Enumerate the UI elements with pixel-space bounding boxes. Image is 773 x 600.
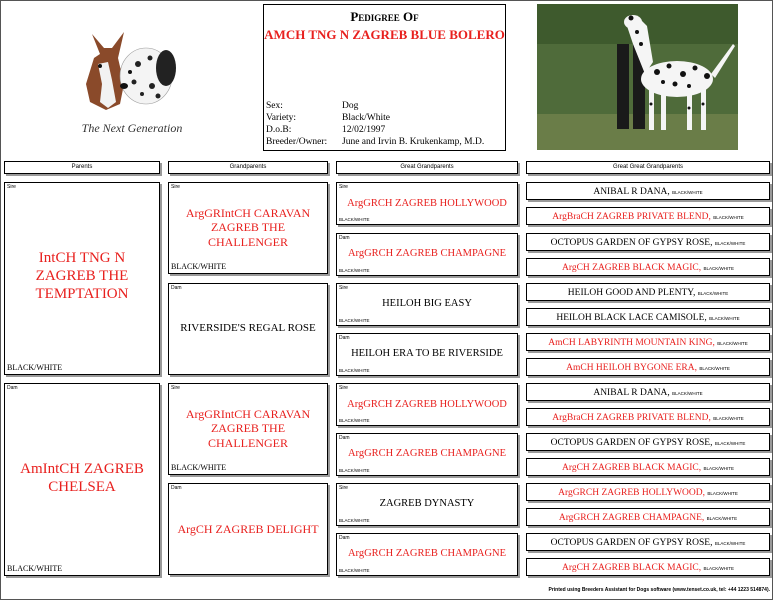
column-header-parents: Parents bbox=[4, 161, 160, 174]
dam-tag: Dam bbox=[7, 385, 18, 391]
fact-value: June and Irvin B. Krukenkamp, M.D. bbox=[342, 137, 485, 147]
dog-name: OCTOPUS GARDEN OF GYPSY ROSE bbox=[550, 538, 711, 548]
dog-name: ArgGRCH ZAGREB CHAMPAGNE bbox=[347, 448, 507, 459]
sire-tag: Sire bbox=[7, 184, 16, 190]
ggg-entry: OCTOPUS GARDEN OF GYPSY ROSE, BLACK/WHITE bbox=[526, 433, 770, 451]
great-grandparent-dam bbox=[336, 233, 518, 276]
sire-tag: Sire bbox=[339, 385, 348, 391]
dog-name: ArgGRCH ZAGREB CHAMPAGNE bbox=[347, 548, 507, 559]
dog-color: BLACK/WHITE bbox=[706, 516, 738, 521]
dam-tag: Dam bbox=[339, 235, 350, 241]
ggg-entry: ArgGRCH ZAGREB CHAMPAGNE, BLACK/WHITE bbox=[526, 508, 770, 526]
dog-color: BLACK/WHITE bbox=[339, 468, 370, 473]
parent-sire bbox=[4, 182, 160, 375]
logo-text: The Next Generation bbox=[81, 121, 183, 135]
ggg-entry: AmCH LABYRINTH MOUNTAIN KING, BLACK/WHITE bbox=[526, 333, 770, 351]
dog-name: OCTOPUS GARDEN OF GYPSY ROSE bbox=[550, 438, 711, 448]
dog-color: BLACK/WHITE bbox=[672, 391, 703, 396]
ggg-entry: AmCH HEILOH BYGONE ERA, BLACK/WHITE bbox=[526, 358, 770, 376]
dam-tag: Dam bbox=[339, 335, 350, 341]
dog-color: BLACK/WHITE bbox=[699, 366, 730, 371]
fact-value: Dog bbox=[342, 101, 359, 111]
dog-name: ArgBraCH ZAGREB PRIVATE BLEND bbox=[552, 413, 709, 423]
ggg-entry: ArgCH ZAGREB BLACK MAGIC, BLACK/WHITE bbox=[526, 258, 770, 276]
ggg-entry: HEILOH GOOD AND PLENTY, BLACK/WHITE bbox=[526, 283, 770, 301]
dog-color: BLACK/WHITE bbox=[703, 466, 735, 471]
dog-name: HEILOH ERA TO BE RIVERSIDE bbox=[351, 348, 503, 359]
dog-name: AMCH TNG N ZAGREB BLUE BOLERO bbox=[264, 27, 505, 42]
dog-color: BLACK/WHITE bbox=[7, 564, 63, 573]
column-header-great-grandparents: Great Grandparents bbox=[336, 161, 518, 174]
dog-color: BLACK/WHITE bbox=[339, 418, 370, 423]
sire-tag: Sire bbox=[339, 184, 348, 190]
facts-table bbox=[266, 100, 484, 148]
ggg-entry: ArgBraCH ZAGREB PRIVATE BLEND, BLACK/WHITE bbox=[526, 207, 770, 225]
dog-photo bbox=[537, 4, 738, 150]
dog-color: BLACK/WHITE bbox=[339, 368, 370, 373]
logo bbox=[72, 24, 192, 136]
dog-name: ArgCH ZAGREB DELIGHT bbox=[177, 522, 319, 536]
great-grandparent-dam bbox=[336, 433, 518, 476]
dog-color: BLACK/WHITE bbox=[717, 341, 748, 346]
fact-row bbox=[266, 124, 484, 136]
dog-color: BLACK/WHITE bbox=[339, 217, 370, 222]
ggg-entry: ANIBAL R DANA, BLACK/WHITE bbox=[526, 182, 770, 200]
dog-name: ArgCH ZAGREB BLACK MAGIC bbox=[561, 263, 699, 273]
grandparent-dam bbox=[168, 283, 328, 375]
great-grandparent-sire bbox=[336, 283, 518, 326]
fact-label: Sex: bbox=[266, 101, 283, 111]
dog-color: BLACK/WHITE bbox=[339, 268, 370, 273]
column-header-great-great-grandparents: Great Great Grandparents bbox=[526, 161, 770, 174]
ggg-entry: ANIBAL R DANA, BLACK/WHITE bbox=[526, 383, 770, 401]
dog-color: BLACK/WHITE bbox=[714, 541, 746, 546]
grandparent-sire bbox=[168, 383, 328, 475]
dog-color: BLACK/WHITE bbox=[709, 316, 740, 321]
dog-name: ArgCH ZAGREB BLACK MAGIC bbox=[561, 563, 699, 573]
fact-row bbox=[266, 112, 484, 124]
dog-name: ANIBAL R DANA bbox=[593, 388, 668, 398]
dog-name: AmCH HEILOH BYGONE ERA bbox=[566, 363, 695, 373]
dog-name: ANIBAL R DANA bbox=[593, 187, 668, 197]
fact-row bbox=[266, 100, 484, 112]
dog-name: ArgGRIntCH CARAVAN ZAGREB THE CHALLENGER bbox=[185, 407, 311, 450]
title-box bbox=[263, 4, 506, 151]
dog-color: BLACK/WHITE bbox=[171, 463, 227, 472]
dam-tag: Dam bbox=[171, 485, 182, 491]
dog-color: BLACK/WHITE bbox=[339, 318, 370, 323]
sire-tag: Sire bbox=[171, 184, 180, 190]
parent-dam bbox=[4, 383, 160, 576]
dog-name: ArgGRCH ZAGREB CHAMPAGNE bbox=[347, 248, 507, 259]
dog-name: AmCH LABYRINTH MOUNTAIN KING bbox=[548, 338, 713, 348]
great-grandparent-sire bbox=[336, 383, 518, 426]
dog-name: ArgBraCH ZAGREB PRIVATE BLEND bbox=[552, 212, 709, 222]
great-grandparent-sire bbox=[336, 182, 518, 225]
dog-name: ArgGRCH ZAGREB HOLLYWOOD bbox=[347, 198, 507, 209]
dog-color: BLACK/WHITE bbox=[713, 416, 744, 421]
sire-tag: Sire bbox=[339, 285, 348, 291]
great-grandparent-sire bbox=[336, 483, 518, 526]
dog-name: HEILOH GOOD AND PLENTY bbox=[567, 288, 693, 298]
dam-tag: Dam bbox=[171, 285, 182, 291]
great-grandparent-dam bbox=[336, 533, 518, 576]
ggg-entry: HEILOH BLACK LACE CAMISOLE, BLACK/WHITE bbox=[526, 308, 770, 326]
dog-color: BLACK/WHITE bbox=[171, 262, 227, 271]
dog-name: HEILOH BIG EASY bbox=[382, 298, 472, 309]
dog-color: BLACK/WHITE bbox=[672, 190, 703, 195]
page-title: Pedigree Of bbox=[350, 9, 419, 24]
grandparent-dam bbox=[168, 483, 328, 575]
ggg-entry: ArgCH ZAGREB BLACK MAGIC, BLACK/WHITE bbox=[526, 558, 770, 576]
dog-color: BLACK/WHITE bbox=[707, 491, 738, 496]
grandparent-sire bbox=[168, 182, 328, 274]
dog-name: ArgGRCH ZAGREB CHAMPAGNE bbox=[558, 513, 702, 523]
fact-label: Variety: bbox=[266, 113, 297, 123]
dog-name: HEILOH BLACK LACE CAMISOLE bbox=[556, 313, 705, 323]
dog-name: ArgGRIntCH CARAVAN ZAGREB THE CHALLENGER bbox=[185, 206, 311, 249]
ggg-entry: OCTOPUS GARDEN OF GYPSY ROSE, BLACK/WHITE bbox=[526, 533, 770, 551]
fact-row bbox=[266, 136, 484, 148]
dog-heads-logo-icon bbox=[72, 24, 192, 119]
fact-value: 12/02/1997 bbox=[342, 125, 386, 135]
dog-color: BLACK/WHITE bbox=[339, 568, 370, 573]
great-grandparent-dam bbox=[336, 333, 518, 376]
dog-color: BLACK/WHITE bbox=[339, 518, 370, 523]
dog-name: AmIntCH ZAGREB CHELSEA bbox=[20, 461, 144, 495]
dog-name: ArgGRCH ZAGREB HOLLYWOOD bbox=[347, 399, 507, 410]
dog-color: BLACK/WHITE bbox=[703, 266, 735, 271]
fact-label: Breeder/Owner: bbox=[266, 137, 328, 147]
dam-tag: Dam bbox=[339, 535, 350, 541]
dam-tag: Dam bbox=[339, 435, 350, 441]
dog-color: BLACK/WHITE bbox=[714, 241, 746, 246]
dog-name: ArgGRCH ZAGREB HOLLYWOOD bbox=[558, 488, 703, 498]
footer-note: Printed using Breeders Assistant for Dogs software (www.tenset.co.uk, tel: +44 1223 514874). bbox=[548, 587, 770, 593]
fact-label: D.o.B: bbox=[266, 125, 292, 135]
dog-color: BLACK/WHITE bbox=[7, 363, 63, 372]
dog-name: RIVERSIDE'S REGAL ROSE bbox=[180, 322, 316, 334]
dog-color: BLACK/WHITE bbox=[714, 441, 746, 446]
dog-name: ZAGREB DYNASTY bbox=[379, 498, 475, 509]
ggg-entry: OCTOPUS GARDEN OF GYPSY ROSE, BLACK/WHITE bbox=[526, 233, 770, 251]
sire-tag: Sire bbox=[171, 385, 180, 391]
dog-color: BLACK/WHITE bbox=[697, 291, 729, 296]
dog-name: ArgCH ZAGREB BLACK MAGIC bbox=[561, 463, 699, 473]
dog-color: BLACK/WHITE bbox=[703, 566, 735, 571]
column-header-grandparents: Grandparents bbox=[168, 161, 328, 174]
dog-name: OCTOPUS GARDEN OF GYPSY ROSE bbox=[550, 238, 711, 248]
dalmatian-photo-icon bbox=[537, 4, 738, 150]
ggg-entry: ArgGRCH ZAGREB HOLLYWOOD, BLACK/WHITE bbox=[526, 483, 770, 501]
ggg-entry: ArgBraCH ZAGREB PRIVATE BLEND, BLACK/WHITE bbox=[526, 408, 770, 426]
ggg-entry: ArgCH ZAGREB BLACK MAGIC, BLACK/WHITE bbox=[526, 458, 770, 476]
dog-color: BLACK/WHITE bbox=[713, 215, 744, 220]
fact-value: Black/White bbox=[342, 113, 391, 123]
dog-name: IntCH TNG N ZAGREB THE TEMPTATION bbox=[35, 250, 129, 302]
sire-tag: Sire bbox=[339, 485, 348, 491]
